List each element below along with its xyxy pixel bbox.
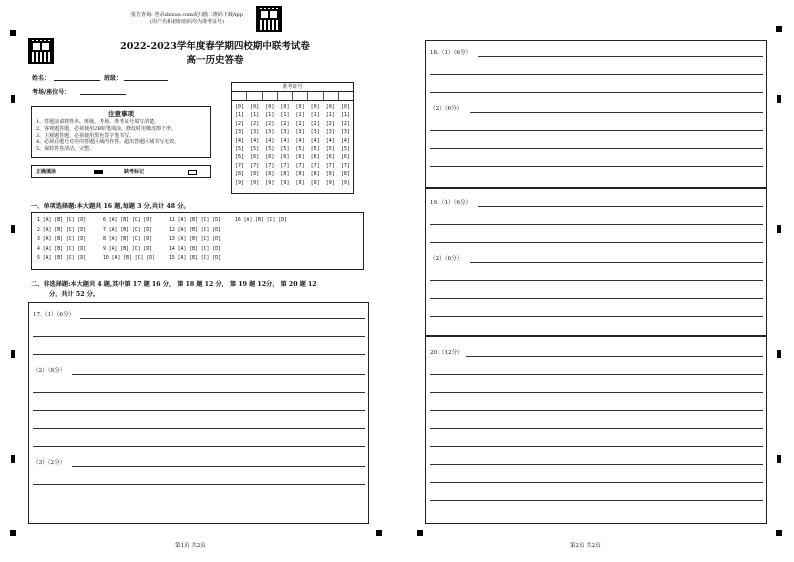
mcq-item[interactable]: 12 [A] [B] [C] [D] [169,227,221,233]
name-label: 姓名： [32,75,51,82]
mcq-item[interactable]: 3 [A] [B] [C] [D] [37,237,87,242]
exam-id-bubbles [232,101,353,187]
section2-heading-cont: 分，共计 52 分。 [49,291,100,298]
qr-code-icon [28,38,54,64]
notes-title: 注意事项 [108,110,134,118]
question-label: （2）（8分） [33,368,66,374]
question-label: 20.（12分） [430,350,463,356]
notes-item: 2、客观题答题，必须使用2B铅笔填涂，修改时用橡皮擦干净。 [36,125,177,132]
seat-label: 考场/座位号： [32,89,71,96]
answer-line[interactable] [430,224,763,225]
registration-mark [776,530,782,536]
mcq-item[interactable]: 2 [A] [B] [C] [D] [37,227,87,233]
notes-item: 1、答题前请将姓名、班级、考场、准考证号填写清楚。 [36,119,160,125]
absent-checkbox[interactable] [188,170,197,175]
notes-box [31,106,211,158]
answer-line[interactable] [430,148,763,149]
registration-mark [11,95,15,103]
mcq-item[interactable]: 6 [A] [B] [C] [D] [103,218,153,223]
registration-mark [777,95,781,103]
answer-line[interactable] [33,484,365,485]
registration-mark [11,455,15,463]
page-number: 第2页 共2页 [570,543,601,549]
filled-bubble-icon [94,170,103,174]
answer-line[interactable] [470,262,763,263]
answer-line[interactable] [466,356,763,357]
answer-line[interactable] [72,466,365,467]
answer-line[interactable] [430,74,763,75]
mcq-item[interactable]: 10 [A] [B] [C] [D] [103,256,155,261]
answer-line[interactable] [430,464,763,465]
mcq-item[interactable]: 9 [A] [B] [C] [D] [103,246,153,252]
answer-line[interactable] [430,410,763,411]
exam-id-column[interactable]: [0] [1] [2] [3] [4] [5] [6] [7] [8] [9] [250,104,260,186]
registration-mark [10,30,16,36]
mcq-item[interactable]: 14 [A] [B] [C] [D] [169,246,221,252]
registration-mark [11,225,15,233]
answer-line[interactable] [478,56,763,57]
answer-line[interactable] [430,374,763,375]
registration-mark [417,530,423,536]
exam-id-column[interactable]: [0] [1] [2] [3] [4] [5] [6] [7] [8] [9] [265,104,275,186]
exam-id-column[interactable]: [0] [1] [2] [3] [4] [5] [6] [7] [8] [9] [295,104,305,186]
mcq-item[interactable]: 16 [A] [B] [C] [D] [235,218,287,223]
answer-line[interactable] [478,206,763,207]
answer-line[interactable] [33,354,365,355]
mcq-row [37,235,358,245]
correct-fill-label: 正确填涂 [36,169,57,175]
answer-line[interactable] [470,112,763,113]
notes-item: 4、必须在题号对应的答题区域内作答，超出答题区域书写无效。 [36,139,180,146]
registration-mark [376,530,382,536]
mcq-row [37,254,358,264]
registration-mark [777,455,781,463]
qr-code-icon [256,6,282,32]
mcq-item[interactable]: 4 [A] [B] [C] [D] [37,246,87,252]
answer-line[interactable] [430,130,763,131]
registration-mark [777,350,781,358]
exam-id-write-row[interactable] [232,92,353,101]
answer-line[interactable] [430,166,763,167]
exam-id-column[interactable]: [0] [1] [2] [3] [4] [5] [6] [7] [8] [9] [340,104,350,186]
question-label: （3）（2分） [33,460,66,466]
mcq-item[interactable]: 1 [A] [B] [C] [D] [37,218,87,223]
name-field[interactable] [54,80,100,81]
mcq-item[interactable]: 5 [A] [B] [C] [D] [37,256,87,261]
mcq-item[interactable]: 8 [A] [B] [C] [D] [103,237,153,242]
answer-line[interactable] [33,446,365,447]
section2-heading: 二、非选择题:本大题共 4 题,其中第 17 题 16 分， 第 18 题 12 分， 第 19 题 12分， 第 20 题 12 [31,281,317,288]
answer-line[interactable] [430,428,763,429]
class-label: 班级： [104,75,123,82]
exam-id-column[interactable]: [0] [1] [2] [3] [4] [5] [6] [7] [8] [9] [325,104,335,186]
answer-line[interactable] [33,336,365,337]
fill-example-box [31,165,211,178]
exam-id-column[interactable]: [0] [1] [2] [3] [4] [5] [6] [7] [8] [9] [235,104,245,186]
question-label: （2）（6分） [430,256,463,262]
answer-line[interactable] [430,280,763,281]
question-label: 18.（1）（6分） [430,50,472,56]
answer-line[interactable] [430,446,763,447]
mcq-row [37,216,358,226]
question-label: 17.（1）（6分） [33,312,75,318]
mcq-item[interactable]: 13 [A] [B] [C] [D] [169,237,221,242]
mcq-item[interactable]: 11 [A] [B] [C] [D] [169,218,221,223]
question-label: 19.（1）（6分） [430,200,472,206]
answer-box-q20 [425,336,767,524]
registration-mark [777,225,781,233]
exam-title: 2022-2023学年度春学期四校期中联考试卷 [120,41,310,52]
answer-line[interactable] [430,316,763,317]
exam-id-column[interactable]: [0] [1] [2] [3] [4] [5] [6] [7] [8] [9] [310,104,320,186]
answer-line[interactable] [430,92,763,93]
registration-mark [11,350,15,358]
answer-line[interactable] [430,298,763,299]
answer-line[interactable] [430,392,763,393]
mcq-item[interactable]: 7 [A] [B] [C] [D] [103,227,153,233]
mcq-row [37,245,358,255]
report-query-note: 报告查询: 登录zhixue.com或扫描二维码下载App (用户名和初始密码均为准考证号) [131,12,243,25]
question-label: （2）（6分） [430,106,463,112]
answer-line[interactable] [33,392,365,393]
answer-line[interactable] [33,410,365,411]
answer-line[interactable] [33,428,365,429]
section1-heading: 一、单项选择题:本大题共 16 题,每题 3 分,共计 48 分。 [31,203,190,210]
exam-id-column[interactable]: [0] [1] [2] [3] [4] [5] [6] [7] [8] [9] [280,104,290,186]
registration-mark [10,530,16,536]
absent-mark-label: 缺考标记 [124,169,145,175]
mcq-row [37,226,358,236]
page-number: 第1页 共2页 [175,543,206,549]
notes-item: 3、主观题答题，必须使用黑色签字笔书写。 [36,132,135,139]
answer-line[interactable] [430,482,763,483]
answer-line[interactable] [80,318,365,319]
mcq-item[interactable]: 15 [A] [B] [C] [D] [169,256,221,261]
exam-id-label: 准考证号 [232,83,353,92]
exam-subtitle: 高一历史答卷 [186,55,244,66]
class-field[interactable] [124,80,168,81]
seat-field[interactable] [80,94,126,95]
answer-line[interactable] [430,500,763,501]
mcq-box [31,212,364,270]
answer-line[interactable] [430,242,763,243]
exam-id-grid [231,82,354,194]
notes-item: 5、保持答卷清洁、完整。 [36,146,95,152]
answer-line[interactable] [72,374,365,375]
registration-mark [776,26,782,32]
